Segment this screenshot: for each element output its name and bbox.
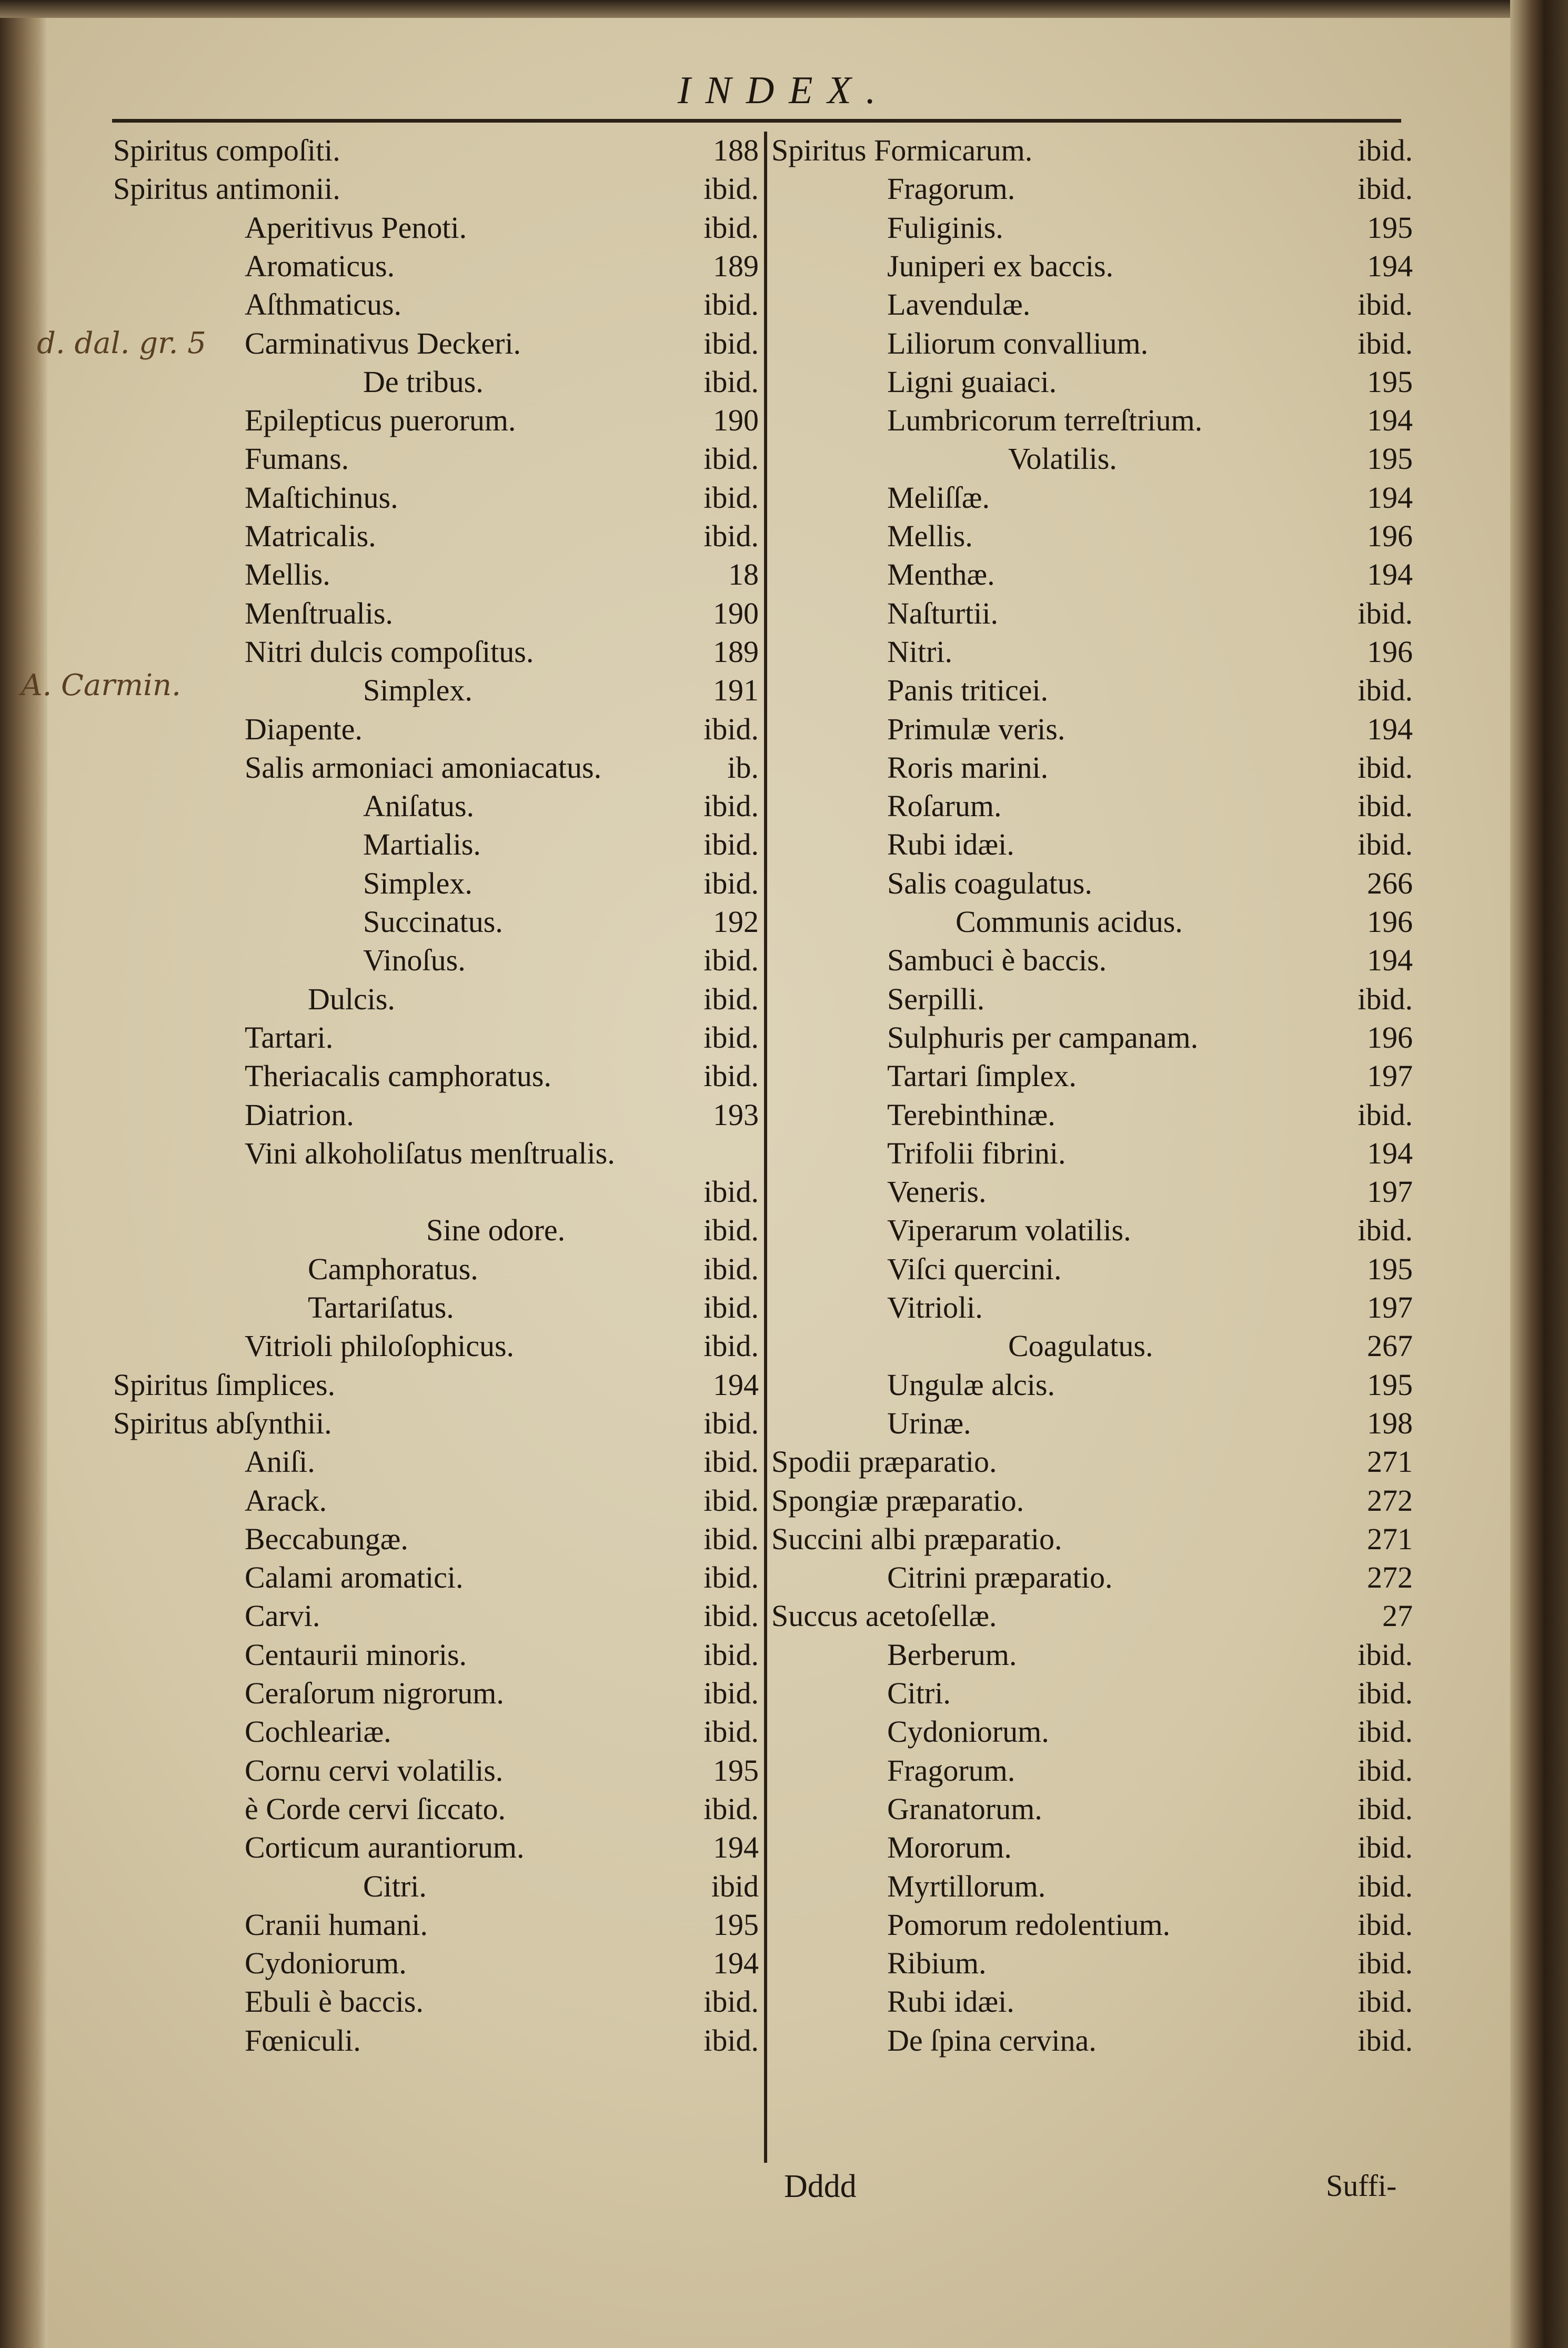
page-reference: ibid. bbox=[1358, 1830, 1413, 1865]
page-reference: ibid. bbox=[1358, 1907, 1413, 1942]
index-entry: Nitri. bbox=[887, 634, 953, 669]
right-page-edge bbox=[1510, 0, 1568, 2348]
index-entry: Mellis. bbox=[245, 557, 330, 592]
page-reference: 194 bbox=[1367, 557, 1413, 592]
page-reference: 196 bbox=[1367, 519, 1413, 553]
page-reference: 194 bbox=[713, 1830, 759, 1865]
page-reference: 197 bbox=[1367, 1059, 1413, 1093]
index-entry: Granatorum. bbox=[887, 1791, 1042, 1826]
page-reference: 190 bbox=[713, 403, 759, 438]
index-entry: Menthæ. bbox=[887, 557, 995, 592]
column-divider bbox=[764, 132, 767, 2163]
page-reference: 195 bbox=[1367, 1367, 1413, 1402]
page-reference: ibid. bbox=[703, 1637, 759, 1672]
index-entry: Maſtichinus. bbox=[245, 480, 398, 515]
index-entry: Ribium. bbox=[887, 1946, 987, 1981]
page-reference: ibid. bbox=[703, 1406, 759, 1440]
page-reference: ibid. bbox=[1358, 673, 1413, 708]
index-entry: Veneris. bbox=[887, 1175, 987, 1209]
page-reference: 194 bbox=[1367, 248, 1413, 283]
index-entry: Succini albi præparatio. bbox=[771, 1521, 1062, 1556]
page-reference: 194 bbox=[1367, 403, 1413, 438]
index-entry: Simplex. bbox=[363, 866, 473, 900]
page-reference: ibid. bbox=[703, 1560, 759, 1595]
page-reference: ibid. bbox=[703, 1251, 759, 1286]
page-reference: ibid. bbox=[1358, 1676, 1413, 1710]
page-reference: 194 bbox=[713, 1367, 759, 1402]
index-entry: Liliorum convallium. bbox=[887, 326, 1149, 360]
index-entry: Vini alkoholiſatus menſtrualis. bbox=[245, 1136, 615, 1170]
page-reference: ibid. bbox=[703, 1483, 759, 1518]
page-reference: ibid. bbox=[703, 866, 759, 900]
page-reference: ibid. bbox=[703, 1175, 759, 1209]
page-reference: ib. bbox=[727, 750, 759, 785]
page-reference: 189 bbox=[713, 248, 759, 283]
index-entry: Beccabungæ. bbox=[245, 1521, 408, 1556]
page-reference: ibid. bbox=[703, 1290, 759, 1324]
index-entry: Aſthmaticus. bbox=[245, 287, 402, 322]
page-reference: ibid. bbox=[1358, 133, 1413, 167]
page-reference: ibid. bbox=[1358, 1753, 1413, 1788]
index-entry: Diatrion. bbox=[245, 1097, 354, 1132]
index-entry: Ungulæ alcis. bbox=[887, 1367, 1055, 1402]
index-entry: Carvi. bbox=[245, 1599, 320, 1633]
page-reference: 266 bbox=[1367, 866, 1413, 900]
index-entry: Sambuci è baccis. bbox=[887, 943, 1107, 978]
index-entry: Aniſatus. bbox=[363, 789, 475, 824]
page-reference: ibid. bbox=[1358, 1637, 1413, 1672]
index-entry: Roſarum. bbox=[887, 789, 1002, 824]
page-reference: 195 bbox=[713, 1907, 759, 1942]
index-entry: Epilepticus puerorum. bbox=[245, 403, 516, 438]
page-reference: ibid. bbox=[1358, 287, 1413, 322]
page-reference: 272 bbox=[1367, 1483, 1413, 1518]
index-entry: Citrini præparatio. bbox=[887, 1560, 1113, 1595]
page-reference: ibid. bbox=[703, 1020, 759, 1055]
index-entry: Viperarum volatilis. bbox=[887, 1213, 1131, 1248]
handwritten-note: A. Carmin. bbox=[21, 668, 181, 703]
index-entry: Ligni guaiaci. bbox=[887, 364, 1057, 399]
index-entry: Volatilis. bbox=[1008, 441, 1117, 476]
index-entry: Tartari. bbox=[245, 1020, 334, 1055]
index-entry: De ſpina cervina. bbox=[887, 2023, 1097, 2058]
index-entry: Pomorum redolentium. bbox=[887, 1907, 1171, 1942]
index-entry: Vitrioli. bbox=[887, 1290, 983, 1324]
index-entry: Simplex. bbox=[363, 673, 473, 708]
page-reference: ibid. bbox=[703, 364, 759, 399]
page-reference: 191 bbox=[713, 673, 759, 708]
index-entry: Roris marini. bbox=[887, 750, 1049, 785]
page-reference: 196 bbox=[1367, 905, 1413, 939]
index-entry: Fragorum. bbox=[887, 172, 1016, 206]
index-entry: Vinoſus. bbox=[363, 943, 466, 978]
index-entry: Terebinthinæ. bbox=[887, 1097, 1056, 1132]
index-entry: Tartariſatus. bbox=[308, 1290, 454, 1324]
handwritten-note: d. dal. gr. 5 bbox=[37, 326, 206, 360]
index-entry: Carminativus Deckeri. bbox=[245, 326, 521, 360]
index-entry: Martialis. bbox=[363, 827, 481, 862]
page-reference: 195 bbox=[1367, 210, 1413, 245]
page-reference: 189 bbox=[713, 634, 759, 669]
index-entry: Panis triticei. bbox=[887, 673, 1049, 708]
page-reference: 194 bbox=[1367, 1136, 1413, 1170]
index-entry: Serpilli. bbox=[887, 981, 985, 1016]
index-entry: Spiritus ſimplices. bbox=[113, 1367, 336, 1402]
catchword: Suffi- bbox=[1326, 2169, 1397, 2203]
page-reference: ibid. bbox=[703, 210, 759, 245]
index-entry: Salis armoniaci amoniacatus. bbox=[245, 750, 602, 785]
page-reference: 190 bbox=[713, 596, 759, 630]
page-reference: 196 bbox=[1367, 634, 1413, 669]
index-entry: Fœniculi. bbox=[245, 2023, 361, 2058]
page-reference: ibid. bbox=[1358, 1213, 1413, 1248]
page-reference: 195 bbox=[1367, 364, 1413, 399]
index-entry: Citri. bbox=[887, 1676, 951, 1710]
page-reference: ibid. bbox=[703, 1676, 759, 1710]
page-reference: 198 bbox=[1367, 1406, 1413, 1440]
page-reference: ibid. bbox=[1358, 2023, 1413, 2058]
page-reference: ibid. bbox=[1358, 1984, 1413, 2019]
index-entry: Cochleariæ. bbox=[245, 1714, 391, 1749]
index-entry: De tribus. bbox=[363, 364, 484, 399]
index-entry: Juniperi ex baccis. bbox=[887, 248, 1114, 283]
index-entry: Aniſi. bbox=[245, 1444, 315, 1479]
page-reference: ibid. bbox=[1358, 789, 1413, 824]
page-reference: 195 bbox=[1367, 441, 1413, 476]
page-reference: ibid. bbox=[703, 2023, 759, 2058]
index-entry: Camphoratus. bbox=[308, 1251, 478, 1286]
index-entry: Calami aromatici. bbox=[245, 1560, 464, 1595]
index-entry: Cydoniorum. bbox=[245, 1946, 407, 1981]
header-rule bbox=[112, 119, 1401, 123]
page-reference: 193 bbox=[713, 1097, 759, 1132]
index-entry: Corticum aurantiorum. bbox=[245, 1830, 525, 1865]
index-entry: Ebuli è baccis. bbox=[245, 1984, 424, 2019]
index-entry: Ceraſorum nigrorum. bbox=[245, 1676, 504, 1710]
page-reference: ibid. bbox=[703, 1714, 759, 1749]
index-entry: Berberum. bbox=[887, 1637, 1017, 1672]
index-entry: Trifolii fibrini. bbox=[887, 1136, 1066, 1170]
page-reference: 192 bbox=[713, 905, 759, 939]
index-entry: Theriacalis camphoratus. bbox=[245, 1059, 551, 1093]
index-entry: Rubi idæi. bbox=[887, 1984, 1014, 2019]
index-entry: Spiritus abſynthii. bbox=[113, 1406, 332, 1440]
page-reference: ibid. bbox=[703, 519, 759, 553]
page-reference: 267 bbox=[1367, 1329, 1413, 1363]
index-entry: Primulæ veris. bbox=[887, 711, 1066, 746]
index-entry: Urinæ. bbox=[887, 1406, 971, 1440]
index-entry: Spiritus antimonii. bbox=[113, 172, 340, 206]
index-entry: è Corde cervi ſiccato. bbox=[245, 1791, 506, 1826]
index-entry: Mellis. bbox=[887, 519, 973, 553]
page-reference: ibid. bbox=[1358, 981, 1413, 1016]
index-entry: Cornu cervi volatilis. bbox=[245, 1753, 504, 1788]
page-reference: ibid. bbox=[1358, 1791, 1413, 1826]
index-entry: Fragorum. bbox=[887, 1753, 1016, 1788]
index-entry: Meliſſæ. bbox=[887, 480, 990, 515]
page-reference: ibid. bbox=[703, 441, 759, 476]
page-reference: ibid. bbox=[703, 827, 759, 862]
page-reference: ibid bbox=[711, 1869, 759, 1903]
page-reference: 197 bbox=[1367, 1290, 1413, 1324]
page-reference: ibid. bbox=[703, 1059, 759, 1093]
page-reference: 194 bbox=[713, 1946, 759, 1981]
page-reference: 27 bbox=[1382, 1599, 1413, 1633]
page-reference: ibid. bbox=[703, 480, 759, 515]
index-entry: Vitrioli philoſophicus. bbox=[245, 1329, 515, 1363]
index-entry: Communis acidus. bbox=[956, 905, 1183, 939]
index-entry: Spiritus compoſiti. bbox=[113, 133, 340, 167]
page-reference: ibid. bbox=[1358, 1869, 1413, 1903]
page-reference: 194 bbox=[1367, 480, 1413, 515]
index-entry: Rubi idæi. bbox=[887, 827, 1014, 862]
index-entry: Succinatus. bbox=[363, 905, 503, 939]
index-entry: Lavendulæ. bbox=[887, 287, 1031, 322]
index-entry: Diapente. bbox=[245, 711, 363, 746]
index-entry: Spongiæ præparatio. bbox=[771, 1483, 1024, 1518]
index-entry: Aromaticus. bbox=[245, 248, 395, 283]
index-entry: Fuliginis. bbox=[887, 210, 1003, 245]
index-entry: Cranii humani. bbox=[245, 1907, 428, 1942]
index-entry: Citri. bbox=[363, 1869, 427, 1903]
index-entry: Nitri dulcis compoſitus. bbox=[245, 634, 534, 669]
page-reference: ibid. bbox=[703, 326, 759, 360]
index-entry: Naſturtii. bbox=[887, 596, 999, 630]
page-title: INDEX. bbox=[677, 69, 891, 112]
page-reference: 272 bbox=[1367, 1560, 1413, 1595]
page-reference: ibid. bbox=[703, 789, 759, 824]
page-reference: 194 bbox=[1367, 943, 1413, 978]
page-reference: ibid. bbox=[1358, 172, 1413, 206]
page-reference: ibid. bbox=[703, 172, 759, 206]
page-reference: 271 bbox=[1367, 1521, 1413, 1556]
index-entry: Succus acetoſellæ. bbox=[771, 1599, 997, 1633]
page-reference: ibid. bbox=[703, 711, 759, 746]
page-reference: ibid. bbox=[703, 981, 759, 1016]
page-reference: ibid. bbox=[703, 943, 759, 978]
index-entry: Spodii præparatio. bbox=[771, 1444, 997, 1479]
page-reference: ibid. bbox=[703, 1521, 759, 1556]
index-entry: Mororum. bbox=[887, 1830, 1012, 1865]
page-reference: 197 bbox=[1367, 1175, 1413, 1209]
page-reference: ibid. bbox=[1358, 750, 1413, 785]
index-entry: Salis coagulatus. bbox=[887, 866, 1092, 900]
index-entry: Cydoniorum. bbox=[887, 1714, 1049, 1749]
page-reference: ibid. bbox=[1358, 326, 1413, 360]
index-entry: Dulcis. bbox=[308, 981, 395, 1016]
index-entry: Sine odore. bbox=[426, 1213, 566, 1248]
index-entry: Coagulatus. bbox=[1008, 1329, 1153, 1363]
page-reference: ibid. bbox=[703, 1791, 759, 1826]
page-reference: ibid. bbox=[1358, 1946, 1413, 1981]
signature-mark: Dddd bbox=[784, 2169, 857, 2204]
page-reference: ibid. bbox=[703, 1984, 759, 2019]
index-entry: Spiritus Formicarum. bbox=[771, 133, 1033, 167]
index-entry: Lumbricorum terreſtrium. bbox=[887, 403, 1203, 438]
page-reference: 195 bbox=[713, 1753, 759, 1788]
index-entry: Aperitivus Penoti. bbox=[245, 210, 467, 245]
index-entry: Arack. bbox=[245, 1483, 327, 1518]
page-reference: ibid. bbox=[703, 1213, 759, 1248]
page-reference: ibid. bbox=[703, 1599, 759, 1633]
page-reference: 195 bbox=[1367, 1251, 1413, 1286]
page-reference: ibid. bbox=[703, 1444, 759, 1479]
index-entry: Tartari ſimplex. bbox=[887, 1059, 1077, 1093]
page-reference: 188 bbox=[713, 133, 759, 167]
page-reference: ibid. bbox=[1358, 1097, 1413, 1132]
top-edge bbox=[0, 0, 1568, 18]
page-reference: ibid. bbox=[703, 287, 759, 322]
page-reference: 18 bbox=[728, 557, 759, 592]
index-entry: Centaurii minoris. bbox=[245, 1637, 467, 1672]
index-entry: Viſci quercini. bbox=[887, 1251, 1062, 1286]
index-entry: Menſtrualis. bbox=[245, 596, 393, 630]
page-reference: ibid. bbox=[1358, 1714, 1413, 1749]
index-entry: Matricalis. bbox=[245, 519, 376, 553]
page-reference: ibid. bbox=[1358, 596, 1413, 630]
index-entry: Sulphuris per campanam. bbox=[887, 1020, 1199, 1055]
page-reference: ibid. bbox=[703, 1329, 759, 1363]
page-reference: ibid. bbox=[1358, 827, 1413, 862]
page-reference: 196 bbox=[1367, 1020, 1413, 1055]
page-reference: 271 bbox=[1367, 1444, 1413, 1479]
page-reference: 194 bbox=[1367, 711, 1413, 746]
index-entry: Myrtillorum. bbox=[887, 1869, 1046, 1903]
index-entry: Fumans. bbox=[245, 441, 349, 476]
